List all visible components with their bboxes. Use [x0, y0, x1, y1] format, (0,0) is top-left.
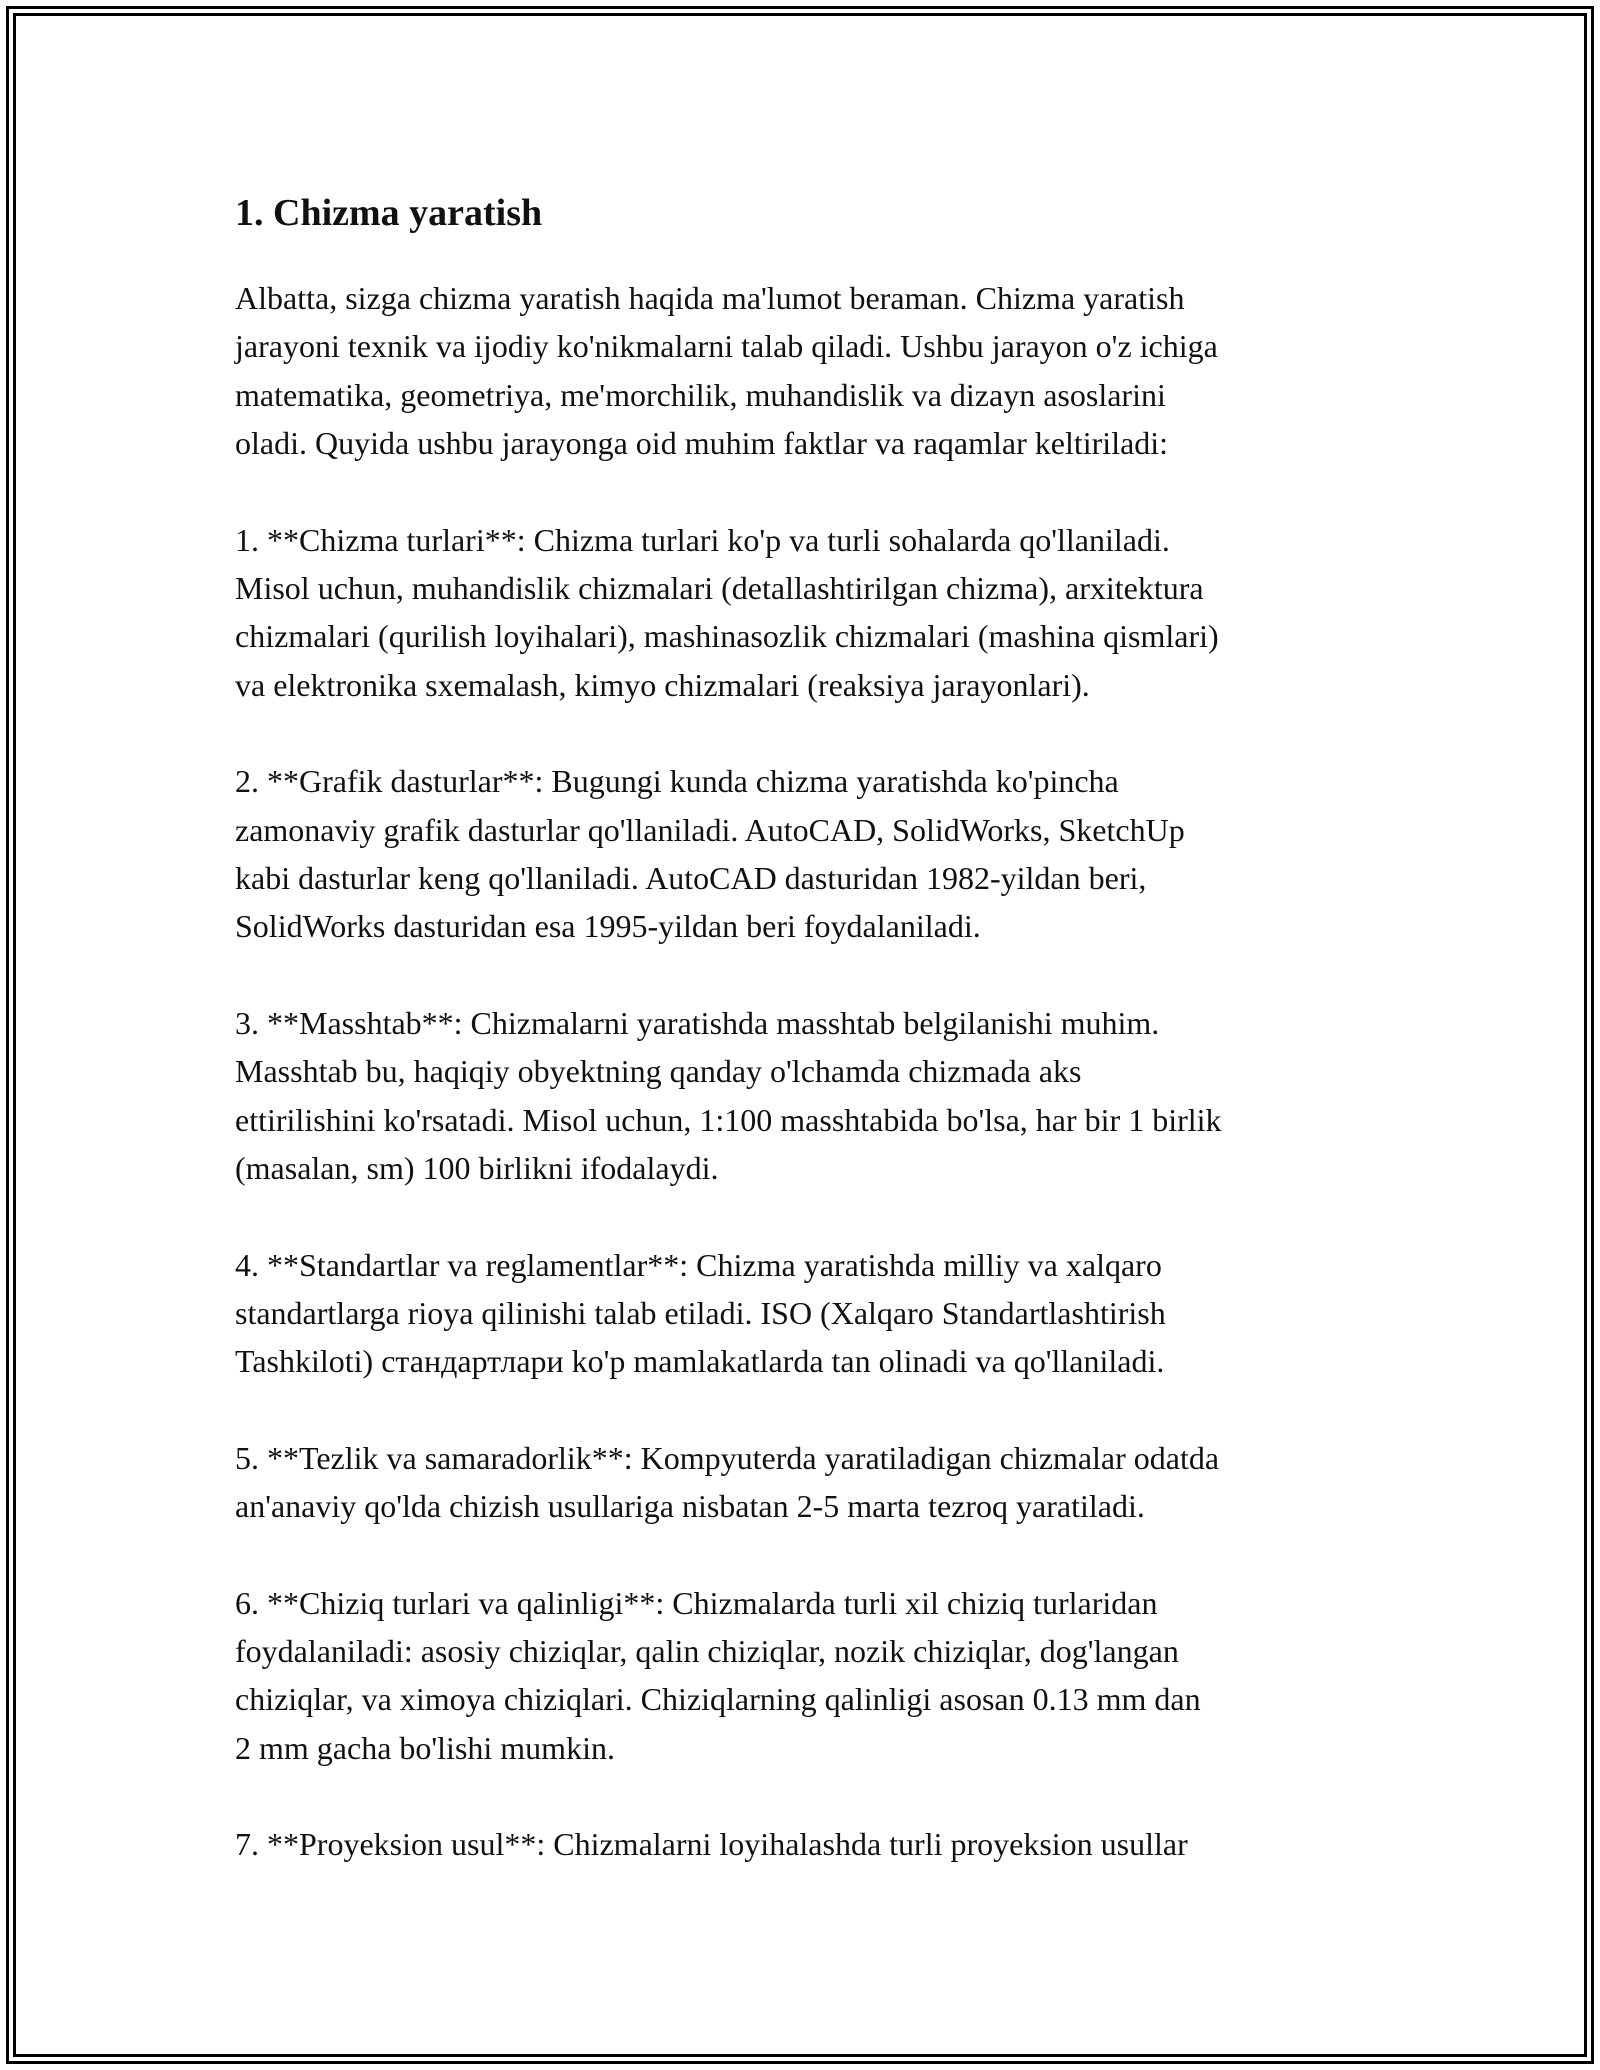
- list-item-standartlar: 4. **Standartlar va reglamentlar**: Chizma yaratishda milliy va xalqaro standartlarga rioya qilinishi talab etiladi. ISO (Xalqaro Standartlashtirish Tashkiloti) стандартлари ko'p mamlakatlarda tan olinadi va qo'llaniladi.: [235, 1246, 1166, 1380]
- intro-paragraph: Albatta, sizga chizma yaratish haqida ma'lumot beraman. Chizma yaratish jarayoni texnik va ijodiy ko'nikmalarni talab qiladi. Ushbu jarayon o'z ichiga matematika, geometriya, me'morchilik, muhandislik va dizayn asoslarini oladi. Quyida ushbu jarayonga oid muhim faktlar va raqamlar keltiriladi:: [235, 280, 1218, 462]
- list-item-tezlik: 5. **Tezlik va samaradorlik**: Kompyuterda yaratiladigan chizmalar odatda an'anaviy qo'lda chizish usullariga nisbatan 2-5 marta tezroq yaratiladi.: [235, 1439, 1220, 1525]
- list-item-grafik-dasturlar: 2. **Grafik dasturlar**: Bugungi kunda chizma yaratishda ko'pincha zamonaviy grafik dasturlar qo'llaniladi. AutoCAD, SolidWorks, SketchUp kabi dasturlar keng qo'llaniladi. AutoCAD dasturidan 1982-yildan beri, SolidWorks dasturidan esa 1995-yildan beri foydalaniladi.: [235, 763, 1185, 945]
- document-body: [235, 184, 1385, 1917]
- list-item-chiziq-turlari: 6. **Chiziq turlari va qalinligi**: Chizmalarda turli xil chiziq turlaridan foydalaniladi: asosiy chiziqlar, qalin chiziqlar, nozik chiziqlar, dog'langan chiziqlar, va ximoya chiziqlari. Chiziqlarning qalinligi asosan 0.13 mm dan 2 mm gacha bo'lishi mumkin.: [235, 1584, 1201, 1766]
- list-item-masshtab: 3. **Masshtab**: Chizmalarni yaratishda masshtab belgilanishi muhim. Masshtab bu, haqiqiy obyektning qanday o'lchamda chizmada aks ettirilishini ko'rsatadi. Misol uchun, 1:100 masshtabida bo'lsa, har bir 1 birlik (masalan, sm) 100 birlikni ifodalaydi.: [235, 1004, 1222, 1187]
- list-item-proyeksion-usul: 7. **Proyeksion usul**: Chizmalarni loyihalashda turli proyeksion usullar: [235, 1826, 1188, 1863]
- document-title: 1. Chizma yaratish: [235, 192, 543, 234]
- list-item-chizma-turlari: 1. **Chizma turlari**: Chizma turlari ko'p va turli sohalarda qo'llaniladi. Misol uchun, muhandislik chizmalari (detallashtirilgan chizma), arxitektura chizmalari (qurilish loyihalari), mashinasozlik chizmalari (mashina qismlari) va elektronika sxemalash, kimyo chizmalari (reaksiya jarayonlari).: [235, 521, 1219, 703]
